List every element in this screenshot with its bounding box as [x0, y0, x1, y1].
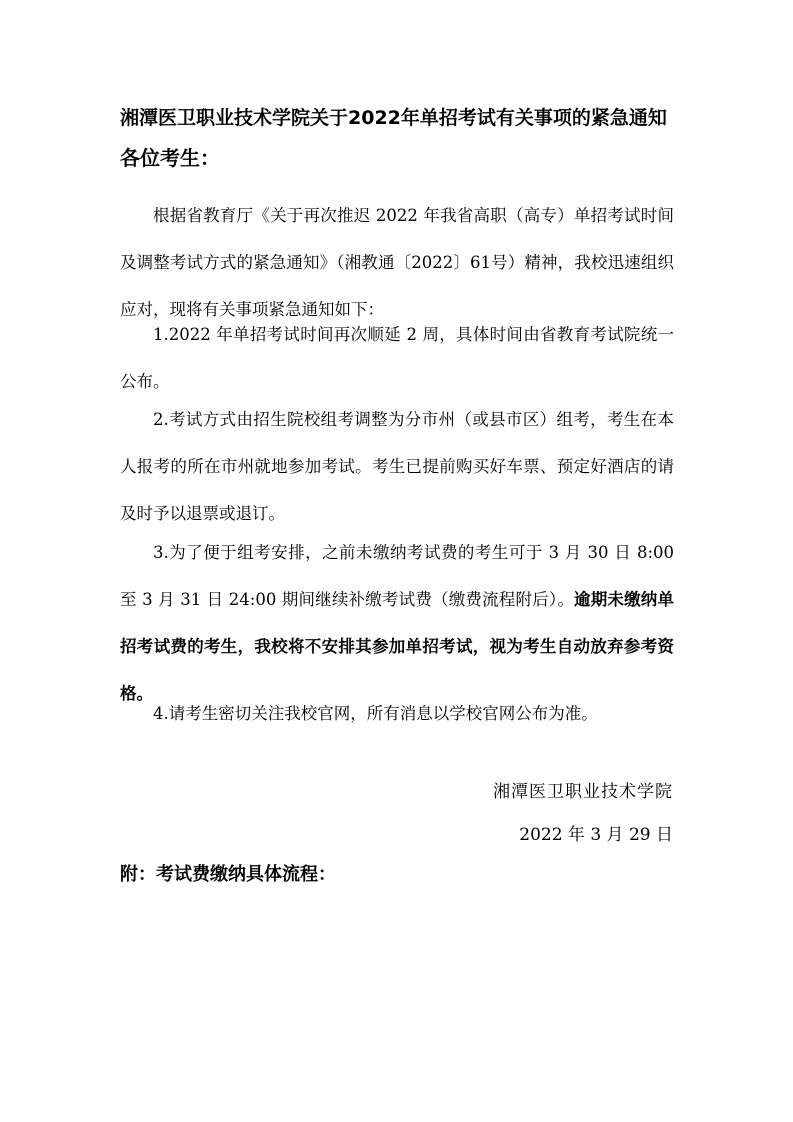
signature-organization: 湘潭医卫职业技术学院 — [493, 782, 673, 802]
attachment-label: 附：考试费缴纳具体流程： — [120, 864, 336, 885]
salutation: 各位考生： — [120, 146, 220, 170]
intro-paragraph: 根据省教育厅《关于再次推迟 2022 年我省高职（高专）单招考试时间及调整考试方式的紧急通知》（湘教通〔2022〕61号）精神，我校迅速组织应对，现将有关事项紧急通知如下： — [120, 206, 674, 319]
item-3-normal-text: 3.为了便于组考安排，之前未缴纳考试费的考生可于 3 月 30 日 8:00 至 3 月 31 日 24:00 期间继续补缴考试费（缴费流程附后）。 — [120, 543, 674, 609]
item-4-paragraph: 4.请考生密切关注我校官网，所有消息以学校官网公布为准。 — [153, 704, 598, 723]
notice-title: 湘潭医卫职业技术学院关于2022年单招考试有关事项的紧急通知 — [120, 107, 667, 129]
item-3-bold-warning: 逾期未缴纳单招考试费的考生，我校将不安排其参加单招考试，视为考生自动放弃参考资格。 — [120, 590, 675, 703]
item-2-paragraph: 2.考试方式由招生院校组考调整为分市州（或县市区）组考，考生在本人报考的所在市州就地参加考试。考生已提前购买好车票、预定好酒店的请及时予以退票或退订。 — [120, 410, 674, 523]
signature-date: 2022 年 3 月 29 日 — [519, 825, 673, 845]
item-1-paragraph: 1.2022 年单招考试时间再次顺延 2 周，具体时间由省教育考试院统一公布。 — [120, 325, 674, 391]
item-3-paragraph — [120, 529, 674, 717]
